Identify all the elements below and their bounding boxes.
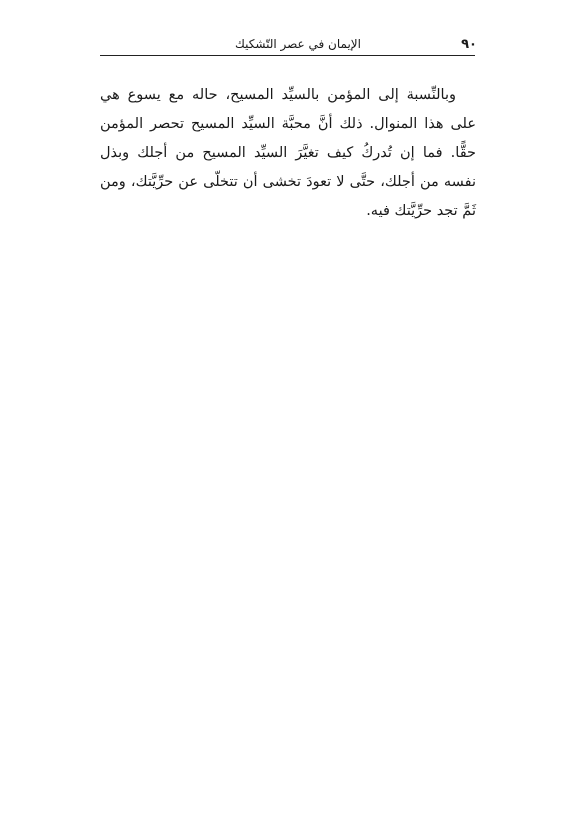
running-title: الإيمان في عصر التّشكيك (235, 37, 361, 51)
page-number: ٩٠ (461, 36, 477, 52)
header-divider (100, 55, 475, 56)
running-header (100, 34, 483, 54)
body-paragraph: وبالنِّسبة إلى المؤمن بالسيِّد المسيح، حاله مع يسوع هي على هذا المنوال. ذلك أنَّ محبَّة السيِّد المسيح تحصر المؤمن حقًّا. فما إن تُدركُ كيف تغيَّرَ السيِّد المسيح من أجلك وبذل نفسه من أجلك، حتَّى لا تعودَ تخشى أن تتخلّى عن حرِّيَّتك، ومن ثَمَّ تجد حرِّيَّتك فيه. (100, 87, 476, 219)
